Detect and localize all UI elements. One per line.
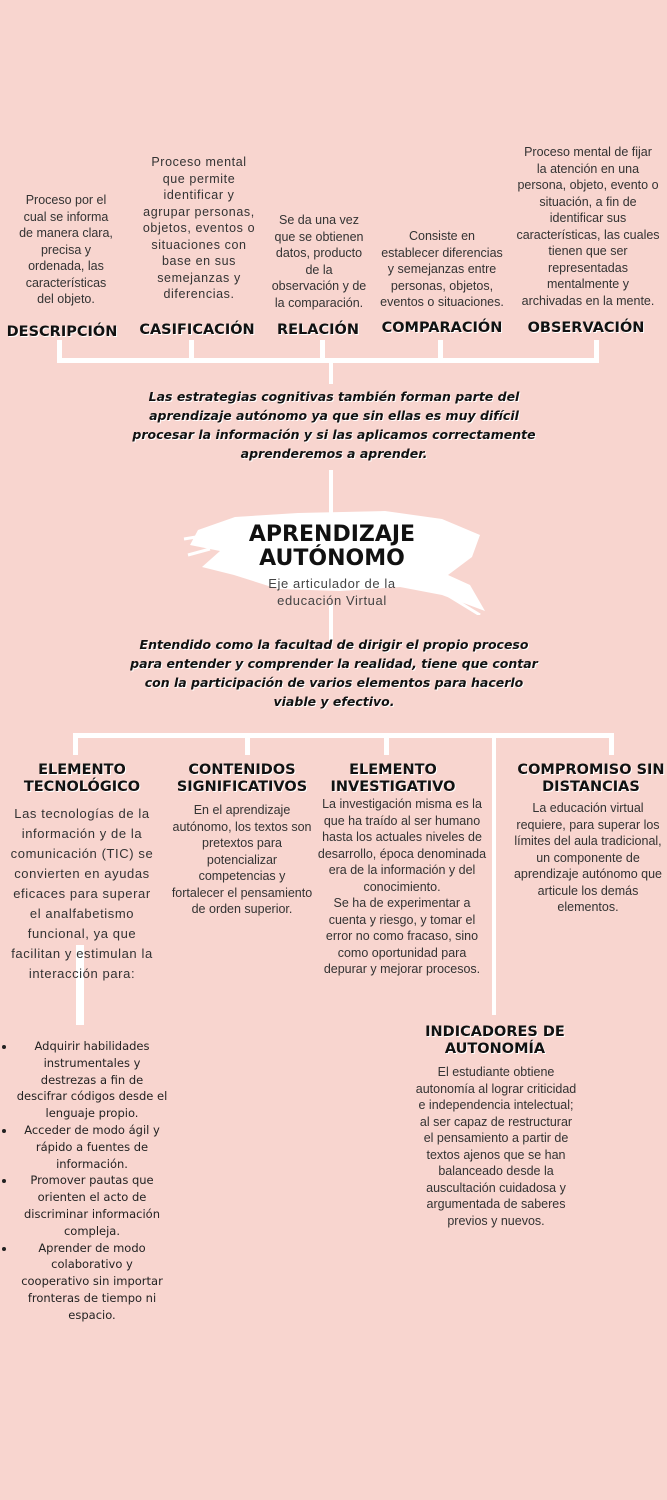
observacion-label: OBSERVACIÓN (527, 320, 645, 336)
tech-bullet-item: • Promover pautas que orienten el acto de discriminar información compleja. (16, 1172, 168, 1239)
tech-bullet-item: • Aprender de modo colaborativo y cooperativo sin importar fronteras de tiempo ni espacio. (16, 1240, 168, 1324)
tech-bullet-item: • Adquirir habilidades instrumentales y destrezas a fin de descifrar códigos desde el lenguaje propio. (16, 1038, 168, 1122)
top-bracket-tick-5 (594, 340, 599, 362)
investigativo-text: La investigación misma es la que ha traído al ser humano hasta los actuales niveles de desarrollo, época denominada era de la información y del conocimiento. Se ha de experimentar a cuenta y riesgo, y tomar el error no como fracaso, sino como oportunidad para depurar y mejorar procesos. (317, 797, 487, 976)
center-subtitle: Eje articulador de la educación Virtual (268, 576, 396, 608)
contenidos-text: En el aprendizaje autónomo, los textos son pretextos para potencializar competencias y fortalecer el pensamiento de orden superior. (171, 803, 313, 916)
bottom-bracket-tick-1 (73, 733, 78, 755)
observacion-text: Proceso mental de fijar la atención en una persona, objeto, evento o situación, a fin de identificar sus características, las cuales tienen que ser representadas mentalmente y archivadas en la mente. (516, 145, 660, 308)
definition-note: Entendido como la facultad de dirigir el propio proceso para entender y comprender la realidad, tiene que contar con la participación de varios elementos para hacerlo viable y efectivo. (130, 637, 538, 709)
top-bracket-tick-3 (320, 340, 325, 362)
tecnologico-label: ELEMENTO TECNOLÓGICO (23, 762, 141, 795)
top-bracket-tick-1 (57, 340, 62, 362)
bottom-bracket-tick-2 (245, 733, 250, 755)
comparacion-text: Consiste en establecer diferencias y semejanzas entre personas, objetos, eventos o situaciones. (380, 229, 504, 309)
top-bracket-tick-2 (189, 340, 194, 362)
contenidos-label: CONTENIDOS SIGNIFICATIVOS (176, 762, 308, 795)
strategies-note: Las estrategias cognitivas también forman parte del aprendizaje autónomo ya que sin ellas es muy difícil procesar la información y si las aplicamos correctamente aprenderemos a aprender. (132, 389, 536, 461)
center-title: APRENDIZAJE AUTÓNOMO (248, 522, 416, 571)
tech-bullet-item: • Acceder de modo ágil y rápido a fuentes de información. (16, 1122, 168, 1172)
compromiso-text: La educación virtual requiere, para superar los límites del aula tradicional, un componente de aprendizaje autónomo que articule los demás elementos. (513, 801, 663, 914)
relacion-label: RELACIÓN (276, 322, 360, 338)
top-bracket-tick-4 (438, 340, 443, 362)
bottom-bracket-tick-3 (384, 733, 389, 755)
descripcion-text: Proceso por el cual se informa de manera clara, precisa y ordenada, las características del objeto. (19, 193, 113, 306)
indicadores-label: INDICADORES DE AUTONOMÍA (425, 1024, 565, 1057)
compromiso-label: COMPROMISO SIN DISTANCIAS (517, 762, 665, 795)
indicators-connector (492, 733, 496, 1015)
indicadores-text: El estudiante obtiene autonomía al lograr criticidad e independencia intelectual; al ser capaz de restructurar el pensamiento a partir de textos ajenos que se han balanceado desde la auscultación cuidadosa y argumentada de saberes previos y nuevos. (415, 1065, 577, 1228)
relacion-text: Se da una vez que se obtienen datos, producto de la observación y de la comparación. (271, 213, 367, 310)
top-stem (329, 362, 333, 384)
descripcion-label: DESCRIPCIÓN (6, 324, 118, 340)
investigativo-label: ELEMENTO INVESTIGATIVO (330, 762, 456, 795)
clasificacion-label: CASIFICACIÓN (139, 322, 255, 338)
top-bracket-horizontal (57, 358, 599, 363)
bottom-bracket-tick-4 (609, 733, 614, 755)
bottom-bracket-horizontal (73, 733, 614, 738)
tecnologico-text: Las tecnologías de la información y de la comunicación (TIC) se convierten en ayudas eficaces para superar el analfabetismo funcional, ya que facilitan y estimulan la interacción para: (10, 806, 154, 981)
clasificacion-text: Proceso mental que permite identificar y agrupar personas, objetos, eventos o situaciones con base en sus semejanzas y diferencias. (142, 155, 256, 301)
comparacion-label: COMPARACIÓN (381, 320, 503, 336)
tech-bullet-list (4, 1038, 168, 1324)
